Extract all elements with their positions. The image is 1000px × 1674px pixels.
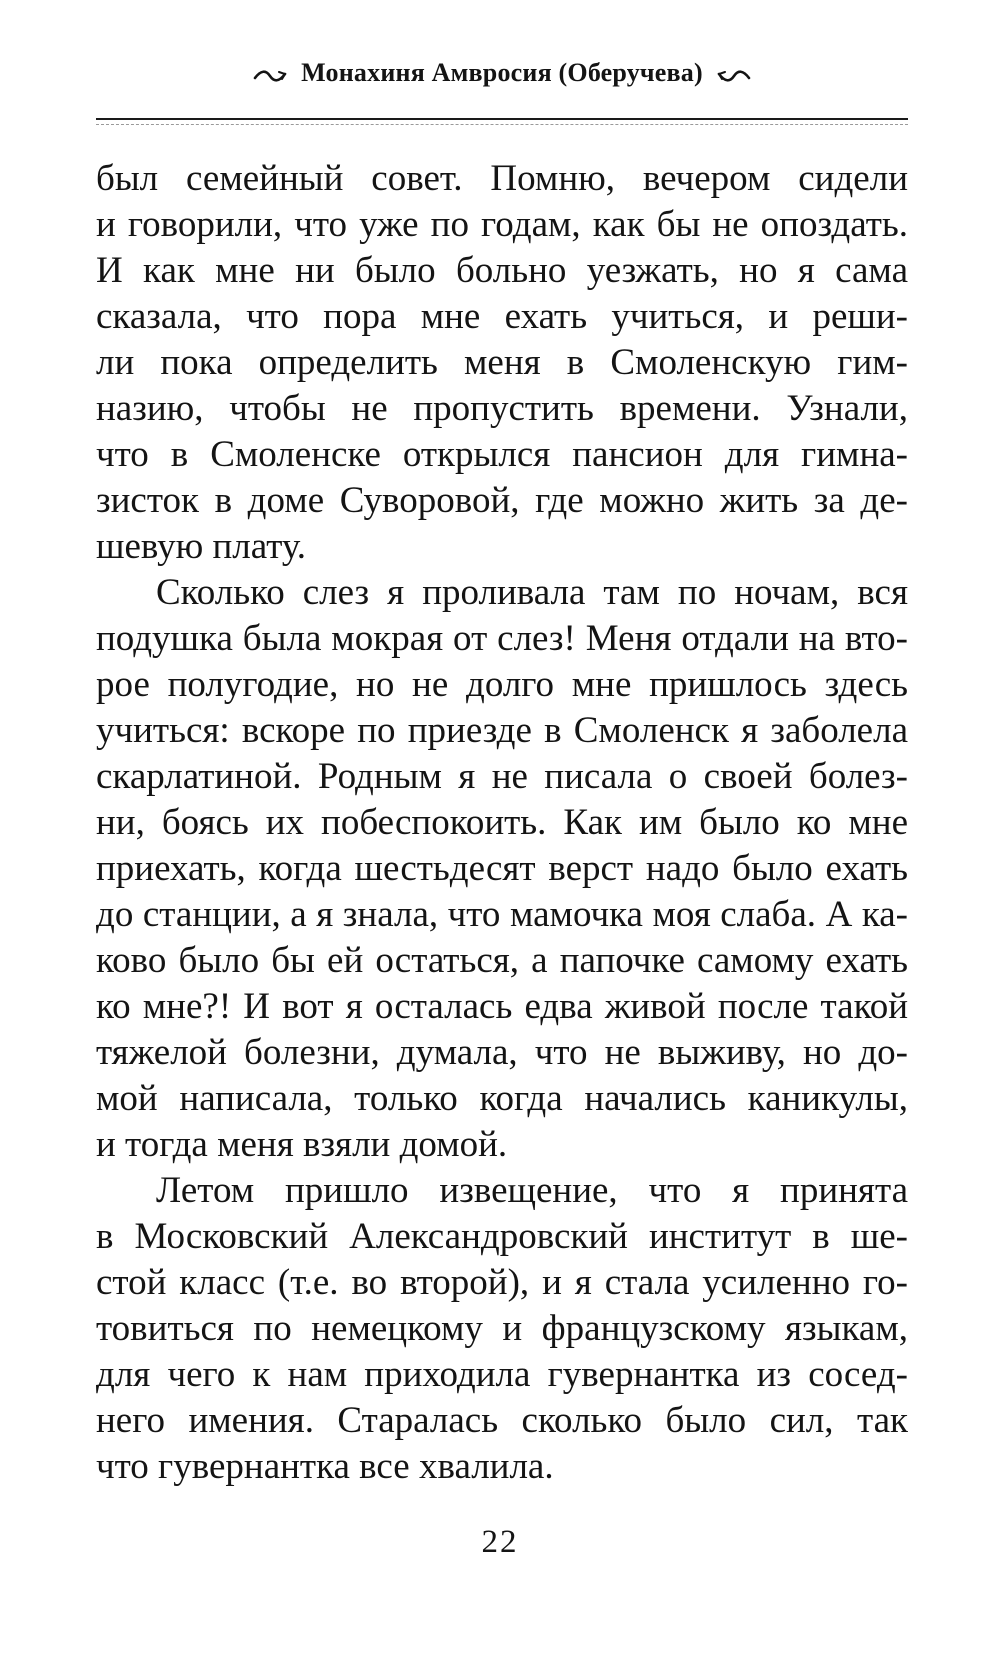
body-text (96, 156, 908, 1490)
text-line: учиться: вскоре по приезде в Смоленск я заболела (96, 710, 908, 751)
text-line: стой класс (т.е. во второй), и я стала усиленно го- (96, 1262, 908, 1303)
text-line: шевую плату. (96, 526, 306, 567)
text-line: и говорили, что уже по годам, как бы не опоздать. (96, 204, 908, 245)
text-line: Сколько слез я проливала там по ночам, вся (156, 572, 908, 613)
text-line: ково было бы ей остаться, а папочке самому ехать (96, 940, 908, 981)
text-line: зисток в доме Суворовой, где можно жить за де- (96, 480, 908, 521)
header-rule-thin (96, 124, 908, 125)
text-line: подушка была мокрая от слез! Меня отдали на вто- (96, 618, 908, 659)
running-head-title: Монахиня Амвросия (Оберучева) (301, 58, 703, 87)
text-line: него имения. Старалась сколько было сил, так (96, 1400, 908, 1441)
text-line: Летом пришло извещение, что я принята (156, 1170, 908, 1211)
swash-ornament-icon (253, 60, 287, 90)
text-line: был семейный совет. Помню, вечером сидели (96, 158, 908, 199)
text-line: для чего к нам приходила гувернантка из сосед- (96, 1354, 908, 1395)
header-rule (96, 118, 908, 120)
text-line: приехать, когда шестьдесят верст надо было ехать (96, 848, 908, 889)
text-line: ко мне?! И вот я осталась едва живой после такой (96, 986, 908, 1027)
text-line: в Московский Александровский институт в ше- (96, 1216, 908, 1257)
text-line: назию, чтобы не пропустить времени. Узнали, (96, 388, 908, 429)
text-line: рое полугодие, но не долго мне пришлось здесь (96, 664, 908, 705)
text-line: сказала, что пора мне ехать учиться, и реши- (96, 296, 908, 337)
page-number: 22 (481, 1524, 519, 1560)
text-line: до станции, а я знала, что мамочка моя слаба. А ка- (96, 894, 908, 935)
text-line: тяжелой болезни, думала, что не выживу, но до- (96, 1032, 908, 1073)
text-line: И как мне ни было больно уезжать, но я сама (96, 250, 908, 291)
swash-ornament-icon (717, 60, 751, 90)
text-line: ни, боясь их побеспокоить. Как им было ко мне (96, 802, 908, 843)
text-line: что гувернантка все хвалила. (96, 1446, 554, 1487)
text-line: мой написала, только когда начались каникулы, (96, 1078, 908, 1119)
text-line: скарлатиной. Родным я не писала о своей болез- (96, 756, 908, 797)
running-head (96, 58, 908, 90)
text-line: и тогда меня взяли домой. (96, 1124, 508, 1165)
text-line: ли пока определить меня в Смоленскую гим- (96, 342, 908, 383)
text-line: что в Смоленске открылся пансион для гимна- (96, 434, 908, 475)
text-line: товиться по немецкому и французскому языкам, (96, 1308, 908, 1349)
